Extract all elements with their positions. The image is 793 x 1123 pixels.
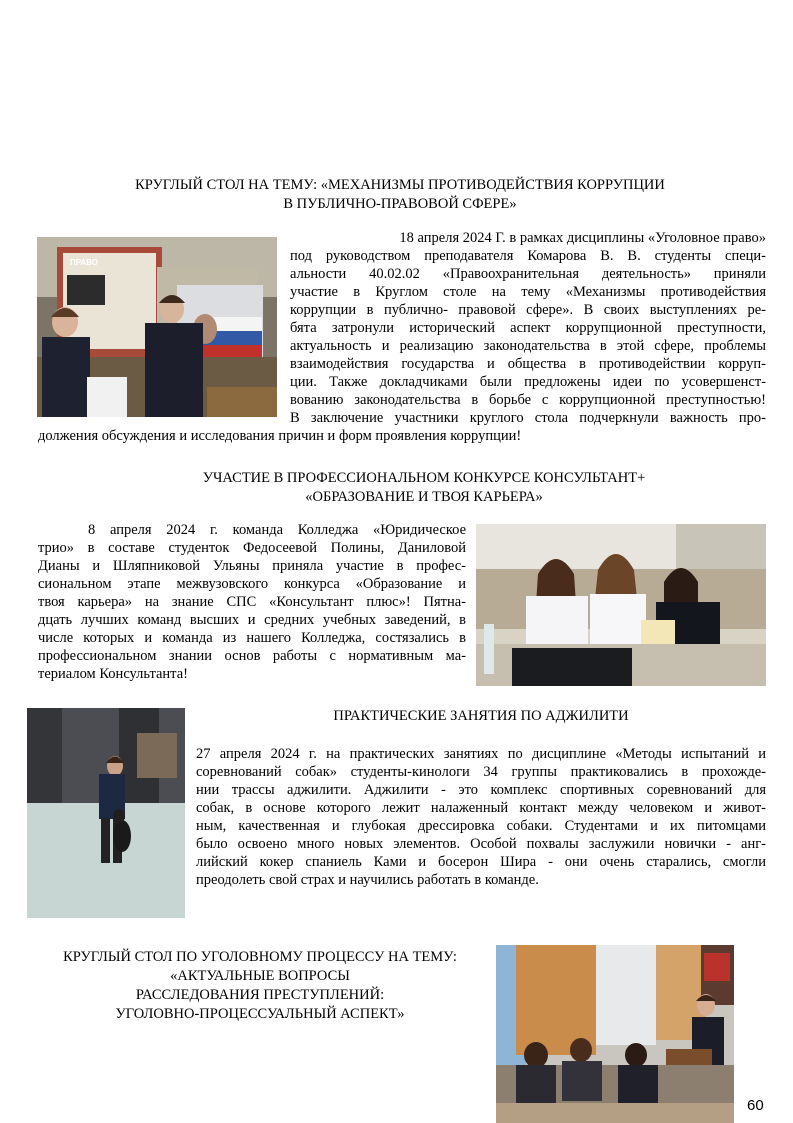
section4-title — [30, 948, 490, 1024]
section1-line: должения обсуждения и исследования причин и форм проявления коррупции! — [38, 428, 522, 444]
section4-title-line2: «АКТУАЛЬНЫЕ ВОПРОСЫ — [170, 968, 350, 984]
section2-title-line2: «ОБРАЗОВАНИЕ И ТВОЯ КАРЬЕРА» — [305, 489, 543, 505]
photo-agility-training — [27, 708, 185, 918]
section3-line: соревнований собак» студенты-кинологи 34 группы практиковались в прохожде- — [196, 764, 766, 780]
section2-line: трио» в составе студенток Федосеевой Полины, Даниловой — [38, 540, 466, 556]
section2-line: числе которых и команда из нашего Колледжа, состязались в — [38, 630, 466, 646]
section3-title: ПРАКТИЧЕСКИЕ ЗАНЯТИЯ ПО АДЖИЛИТИ — [333, 708, 629, 724]
section1-body — [38, 229, 766, 445]
section2-line: Дианы и Шляпниковой Ульяны приняла участие в профес- — [38, 558, 466, 574]
section1-line: взаимодействия государства и общества в противодействии корруп- — [290, 356, 766, 372]
photo-criminal-process-round-table — [496, 945, 734, 1123]
section3-line: собак, в основе которого лежит налаженный контакт между человеком и живот- — [196, 800, 766, 816]
photo1-sign: ПРАВО — [70, 258, 98, 267]
section3-line: ным, качественная и глубокая дрессировка собаки. Студентами и их питомцами — [196, 818, 766, 834]
section2-line: твоя карьера» на знание СПС «Консультант плюс»! Пятна- — [38, 594, 466, 610]
section4-title-line4: УГОЛОВНО-ПРОЦЕССУАЛЬНЫЙ АСПЕКТ» — [115, 1006, 405, 1022]
section2-line: профессиональном знании основ работы с нормативным ма- — [38, 648, 466, 664]
section1-line: ции. Также докладчиками были предложены идеи по усовершенст- — [290, 374, 766, 390]
section1-title-line1: КРУГЛЫЙ СТОЛ НА ТЕМУ: «МЕХАНИЗМЫ ПРОТИВОДЕЙСТВИЯ КОРРУПЦИИ — [135, 177, 665, 193]
section1-title-line2: В ПУБЛИЧНО-ПРАВОВОЙ СФЕРЕ» — [283, 196, 517, 212]
section4-title-line3: РАССЛЕДОВАНИЯ ПРЕСТУПЛЕНИЙ: — [135, 987, 385, 1003]
section1-title — [40, 176, 760, 214]
section2-line: сиональном этапе межвузовского конкурса «Образование и — [38, 576, 466, 592]
section3-line: преодолеть свой страх и научились работать в команде. — [196, 872, 539, 888]
section2-line: 8 апреля 2024 г. команда Колледжа «Юридическое — [88, 522, 466, 538]
section1-line: под руководством преподавателя Комарова В. В. студенты специ- — [290, 248, 766, 264]
section2-line: дцать лучших команд высших и средних учебных заведений, в — [38, 612, 466, 628]
section2-title-line1: УЧАСТИЕ В ПРОФЕССИОНАЛЬНОМ КОНКУРСЕ КОНСУЛЬТАНТ+ — [202, 470, 646, 486]
section2-title — [40, 469, 793, 507]
section1-line: вованию законодательства в борьбе с коррупционной преступностью! — [290, 392, 766, 408]
section4-title-line1: КРУГЛЫЙ СТОЛ ПО УГОЛОВНОМУ ПРОЦЕССУ НА ТЕМУ: — [63, 949, 457, 965]
photo-consultant-team — [476, 524, 766, 686]
section1-line: бята затронули исторический аспект коррупционной преступности, — [290, 320, 766, 336]
section3-line: было освоено много новых элементов. Особой похвалы заслужили новички - анг- — [196, 836, 766, 852]
section3-line: 27 апреля 2024 г. на практических занятиях по дисциплине «Методы испытаний и — [196, 746, 766, 762]
section3-body — [196, 745, 766, 889]
section1-line: коррупции в публично- правовой сфере». В своих выступлениях ре- — [290, 302, 766, 318]
section3-line: нии трассы аджилити. Аджилити - это комплекс спортивных соревнований для — [196, 782, 766, 798]
section1-line: 18 апреля 2024 Г. в рамках дисциплины «Уголовное право» — [399, 230, 766, 246]
section1-line: альности 40.02.02 «Правоохранительная деятельность» приняли — [290, 266, 766, 282]
section1-line: В заключение участники круглого стола подчеркнули важность про- — [290, 410, 766, 426]
section1-line: актуальность и реализацию законодательства в этой сфере, проблемы — [290, 338, 766, 354]
section1-line: участие в Круглом столе на тему «Механизмы противодействия — [290, 284, 766, 300]
page-number: 60 — [747, 1097, 764, 1114]
section3-line: лийский кокер спаниель Ками и босерон Шира - они очень старались, смогли — [196, 854, 766, 870]
section2-body — [38, 521, 466, 683]
section2-line: териалом Консультанта! — [38, 666, 188, 682]
